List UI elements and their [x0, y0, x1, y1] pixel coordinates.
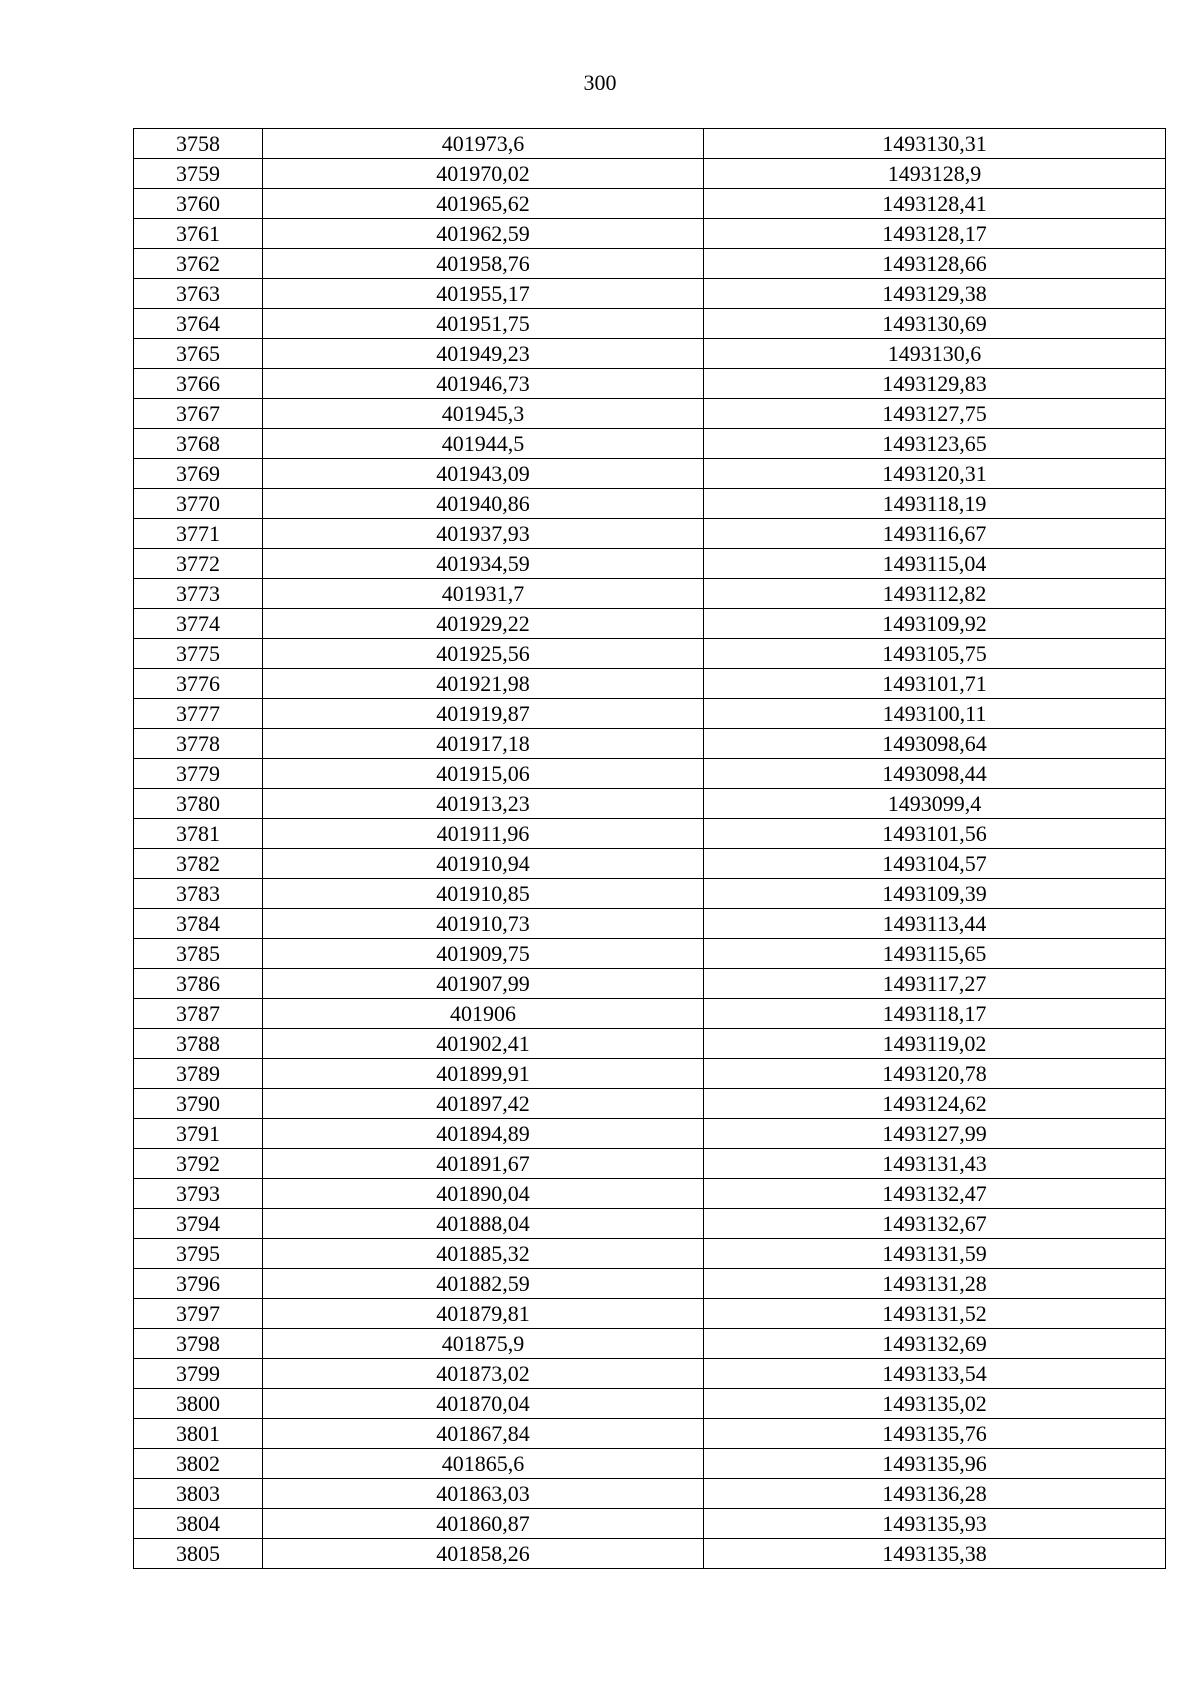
y-coordinate-cell: 1493132,47	[704, 1179, 1166, 1209]
y-coordinate-cell: 1493119,02	[704, 1029, 1166, 1059]
table-row	[134, 1299, 1166, 1329]
x-coordinate-cell: 401858,26	[263, 1539, 704, 1569]
x-coordinate-cell: 401915,06	[263, 759, 704, 789]
point-number-cell: 3760	[134, 189, 263, 219]
point-number-cell: 3788	[134, 1029, 263, 1059]
table-row	[134, 1059, 1166, 1089]
point-number-cell: 3758	[134, 129, 263, 159]
table-row	[134, 429, 1166, 459]
y-coordinate-cell: 1493109,39	[704, 879, 1166, 909]
table-row	[134, 669, 1166, 699]
point-number-cell: 3793	[134, 1179, 263, 1209]
x-coordinate-cell: 401865,6	[263, 1449, 704, 1479]
table-row	[134, 219, 1166, 249]
point-number-cell: 3791	[134, 1119, 263, 1149]
x-coordinate-cell: 401917,18	[263, 729, 704, 759]
table-row	[134, 1449, 1166, 1479]
y-coordinate-cell: 1493109,92	[704, 609, 1166, 639]
x-coordinate-cell: 401931,7	[263, 579, 704, 609]
point-number-cell: 3766	[134, 369, 263, 399]
x-coordinate-cell: 401897,42	[263, 1089, 704, 1119]
point-number-cell: 3780	[134, 789, 263, 819]
y-coordinate-cell: 1493127,99	[704, 1119, 1166, 1149]
point-number-cell: 3783	[134, 879, 263, 909]
point-number-cell: 3778	[134, 729, 263, 759]
point-number-cell: 3771	[134, 519, 263, 549]
x-coordinate-cell: 401911,96	[263, 819, 704, 849]
x-coordinate-cell: 401934,59	[263, 549, 704, 579]
x-coordinate-cell: 401907,99	[263, 969, 704, 999]
y-coordinate-cell: 1493123,65	[704, 429, 1166, 459]
y-coordinate-cell: 1493120,31	[704, 459, 1166, 489]
x-coordinate-cell: 401955,17	[263, 279, 704, 309]
table-row	[134, 189, 1166, 219]
y-coordinate-cell: 1493129,83	[704, 369, 1166, 399]
x-coordinate-cell: 401951,75	[263, 309, 704, 339]
y-coordinate-cell: 1493131,52	[704, 1299, 1166, 1329]
y-coordinate-cell: 1493116,67	[704, 519, 1166, 549]
y-coordinate-cell: 1493100,11	[704, 699, 1166, 729]
y-coordinate-cell: 1493098,44	[704, 759, 1166, 789]
table-row	[134, 969, 1166, 999]
point-number-cell: 3768	[134, 429, 263, 459]
point-number-cell: 3770	[134, 489, 263, 519]
point-number-cell: 3790	[134, 1089, 263, 1119]
table-row	[134, 159, 1166, 189]
y-coordinate-cell: 1493118,17	[704, 999, 1166, 1029]
x-coordinate-cell: 401910,94	[263, 849, 704, 879]
x-coordinate-cell: 401891,67	[263, 1149, 704, 1179]
y-coordinate-cell: 1493128,17	[704, 219, 1166, 249]
y-coordinate-cell: 1493112,82	[704, 579, 1166, 609]
x-coordinate-cell: 401965,62	[263, 189, 704, 219]
table-row	[134, 999, 1166, 1029]
table-row	[134, 1119, 1166, 1149]
point-number-cell: 3786	[134, 969, 263, 999]
table-row	[134, 609, 1166, 639]
x-coordinate-cell: 401945,3	[263, 399, 704, 429]
x-coordinate-cell: 401910,85	[263, 879, 704, 909]
table-row	[134, 849, 1166, 879]
y-coordinate-cell: 1493133,54	[704, 1359, 1166, 1389]
point-number-cell: 3796	[134, 1269, 263, 1299]
y-coordinate-cell: 1493132,69	[704, 1329, 1166, 1359]
point-number-cell: 3802	[134, 1449, 263, 1479]
table-row	[134, 789, 1166, 819]
y-coordinate-cell: 1493135,38	[704, 1539, 1166, 1569]
point-number-cell: 3761	[134, 219, 263, 249]
point-number-cell: 3759	[134, 159, 263, 189]
x-coordinate-cell: 401919,87	[263, 699, 704, 729]
table-row	[134, 1539, 1166, 1569]
point-number-cell: 3787	[134, 999, 263, 1029]
y-coordinate-cell: 1493101,56	[704, 819, 1166, 849]
table-row	[134, 699, 1166, 729]
x-coordinate-cell: 401882,59	[263, 1269, 704, 1299]
table-row	[134, 759, 1166, 789]
point-number-cell: 3794	[134, 1209, 263, 1239]
x-coordinate-cell: 401946,73	[263, 369, 704, 399]
x-coordinate-cell: 401913,23	[263, 789, 704, 819]
x-coordinate-cell: 401873,02	[263, 1359, 704, 1389]
point-number-cell: 3769	[134, 459, 263, 489]
table-row	[134, 1089, 1166, 1119]
table-row	[134, 1389, 1166, 1419]
point-number-cell: 3762	[134, 249, 263, 279]
table-row	[134, 399, 1166, 429]
x-coordinate-cell: 401921,98	[263, 669, 704, 699]
y-coordinate-cell: 1493117,27	[704, 969, 1166, 999]
point-number-cell: 3792	[134, 1149, 263, 1179]
x-coordinate-cell: 401962,59	[263, 219, 704, 249]
y-coordinate-cell: 1493115,04	[704, 549, 1166, 579]
point-number-cell: 3803	[134, 1479, 263, 1509]
y-coordinate-cell: 1493127,75	[704, 399, 1166, 429]
y-coordinate-cell: 1493129,38	[704, 279, 1166, 309]
x-coordinate-cell: 401958,76	[263, 249, 704, 279]
y-coordinate-cell: 1493135,02	[704, 1389, 1166, 1419]
table-row	[134, 489, 1166, 519]
table-row	[134, 579, 1166, 609]
y-coordinate-cell: 1493135,93	[704, 1509, 1166, 1539]
x-coordinate-cell: 401885,32	[263, 1239, 704, 1269]
x-coordinate-cell: 401970,02	[263, 159, 704, 189]
y-coordinate-cell: 1493136,28	[704, 1479, 1166, 1509]
table-row	[134, 729, 1166, 759]
table-row	[134, 909, 1166, 939]
x-coordinate-cell: 401909,75	[263, 939, 704, 969]
table-row	[134, 1239, 1166, 1269]
coordinates-table-body	[134, 129, 1166, 1569]
table-row	[134, 819, 1166, 849]
point-number-cell: 3804	[134, 1509, 263, 1539]
point-number-cell: 3775	[134, 639, 263, 669]
y-coordinate-cell: 1493105,75	[704, 639, 1166, 669]
y-coordinate-cell: 1493130,69	[704, 309, 1166, 339]
x-coordinate-cell: 401879,81	[263, 1299, 704, 1329]
x-coordinate-cell: 401894,89	[263, 1119, 704, 1149]
y-coordinate-cell: 1493115,65	[704, 939, 1166, 969]
y-coordinate-cell: 1493131,28	[704, 1269, 1166, 1299]
table-row	[134, 459, 1166, 489]
point-number-cell: 3782	[134, 849, 263, 879]
point-number-cell: 3805	[134, 1539, 263, 1569]
y-coordinate-cell: 1493101,71	[704, 669, 1166, 699]
y-coordinate-cell: 1493128,41	[704, 189, 1166, 219]
x-coordinate-cell: 401867,84	[263, 1419, 704, 1449]
table-row	[134, 1509, 1166, 1539]
table-row	[134, 1029, 1166, 1059]
point-number-cell: 3784	[134, 909, 263, 939]
point-number-cell: 3789	[134, 1059, 263, 1089]
table-row	[134, 339, 1166, 369]
x-coordinate-cell: 401888,04	[263, 1209, 704, 1239]
y-coordinate-cell: 1493124,62	[704, 1089, 1166, 1119]
point-number-cell: 3774	[134, 609, 263, 639]
point-number-cell: 3764	[134, 309, 263, 339]
table-row	[134, 249, 1166, 279]
table-row	[134, 519, 1166, 549]
x-coordinate-cell: 401973,6	[263, 129, 704, 159]
x-coordinate-cell: 401860,87	[263, 1509, 704, 1539]
y-coordinate-cell: 1493132,67	[704, 1209, 1166, 1239]
point-number-cell: 3763	[134, 279, 263, 309]
table-row	[134, 639, 1166, 669]
point-number-cell: 3773	[134, 579, 263, 609]
table-row	[134, 1329, 1166, 1359]
table-row	[134, 939, 1166, 969]
table-row	[134, 1209, 1166, 1239]
point-number-cell: 3767	[134, 399, 263, 429]
y-coordinate-cell: 1493120,78	[704, 1059, 1166, 1089]
point-number-cell: 3779	[134, 759, 263, 789]
point-number-cell: 3795	[134, 1239, 263, 1269]
point-number-cell: 3785	[134, 939, 263, 969]
y-coordinate-cell: 1493099,4	[704, 789, 1166, 819]
point-number-cell: 3777	[134, 699, 263, 729]
x-coordinate-cell: 401940,86	[263, 489, 704, 519]
page-number: 300	[583, 70, 617, 95]
point-number-cell: 3781	[134, 819, 263, 849]
table-row	[134, 129, 1166, 159]
x-coordinate-cell: 401943,09	[263, 459, 704, 489]
table-row	[134, 549, 1166, 579]
table-row	[134, 879, 1166, 909]
x-coordinate-cell: 401925,56	[263, 639, 704, 669]
point-number-cell: 3797	[134, 1299, 263, 1329]
table-row	[134, 1179, 1166, 1209]
point-number-cell: 3772	[134, 549, 263, 579]
point-number-cell: 3801	[134, 1419, 263, 1449]
x-coordinate-cell: 401890,04	[263, 1179, 704, 1209]
table-row	[134, 279, 1166, 309]
x-coordinate-cell: 401944,5	[263, 429, 704, 459]
y-coordinate-cell: 1493118,19	[704, 489, 1166, 519]
y-coordinate-cell: 1493098,64	[704, 729, 1166, 759]
coordinates-table	[133, 128, 1166, 1569]
y-coordinate-cell: 1493131,43	[704, 1149, 1166, 1179]
y-coordinate-cell: 1493130,31	[704, 129, 1166, 159]
point-number-cell: 3799	[134, 1359, 263, 1389]
point-number-cell: 3776	[134, 669, 263, 699]
point-number-cell: 3765	[134, 339, 263, 369]
y-coordinate-cell: 1493130,6	[704, 339, 1166, 369]
table-row	[134, 1479, 1166, 1509]
y-coordinate-cell: 1493104,57	[704, 849, 1166, 879]
table-row	[134, 1269, 1166, 1299]
x-coordinate-cell: 401929,22	[263, 609, 704, 639]
y-coordinate-cell: 1493113,44	[704, 909, 1166, 939]
y-coordinate-cell: 1493131,59	[704, 1239, 1166, 1269]
x-coordinate-cell: 401949,23	[263, 339, 704, 369]
y-coordinate-cell: 1493128,9	[704, 159, 1166, 189]
x-coordinate-cell: 401937,93	[263, 519, 704, 549]
y-coordinate-cell: 1493128,66	[704, 249, 1166, 279]
y-coordinate-cell: 1493135,96	[704, 1449, 1166, 1479]
table-row	[134, 309, 1166, 339]
table-row	[134, 1419, 1166, 1449]
point-number-cell: 3798	[134, 1329, 263, 1359]
point-number-cell: 3800	[134, 1389, 263, 1419]
y-coordinate-cell: 1493135,76	[704, 1419, 1166, 1449]
x-coordinate-cell: 401910,73	[263, 909, 704, 939]
table-row	[134, 1149, 1166, 1179]
x-coordinate-cell: 401875,9	[263, 1329, 704, 1359]
x-coordinate-cell: 401902,41	[263, 1029, 704, 1059]
x-coordinate-cell: 401870,04	[263, 1389, 704, 1419]
x-coordinate-cell: 401906	[263, 999, 704, 1029]
x-coordinate-cell: 401863,03	[263, 1479, 704, 1509]
table-row	[134, 1359, 1166, 1389]
x-coordinate-cell: 401899,91	[263, 1059, 704, 1089]
table-row	[134, 369, 1166, 399]
